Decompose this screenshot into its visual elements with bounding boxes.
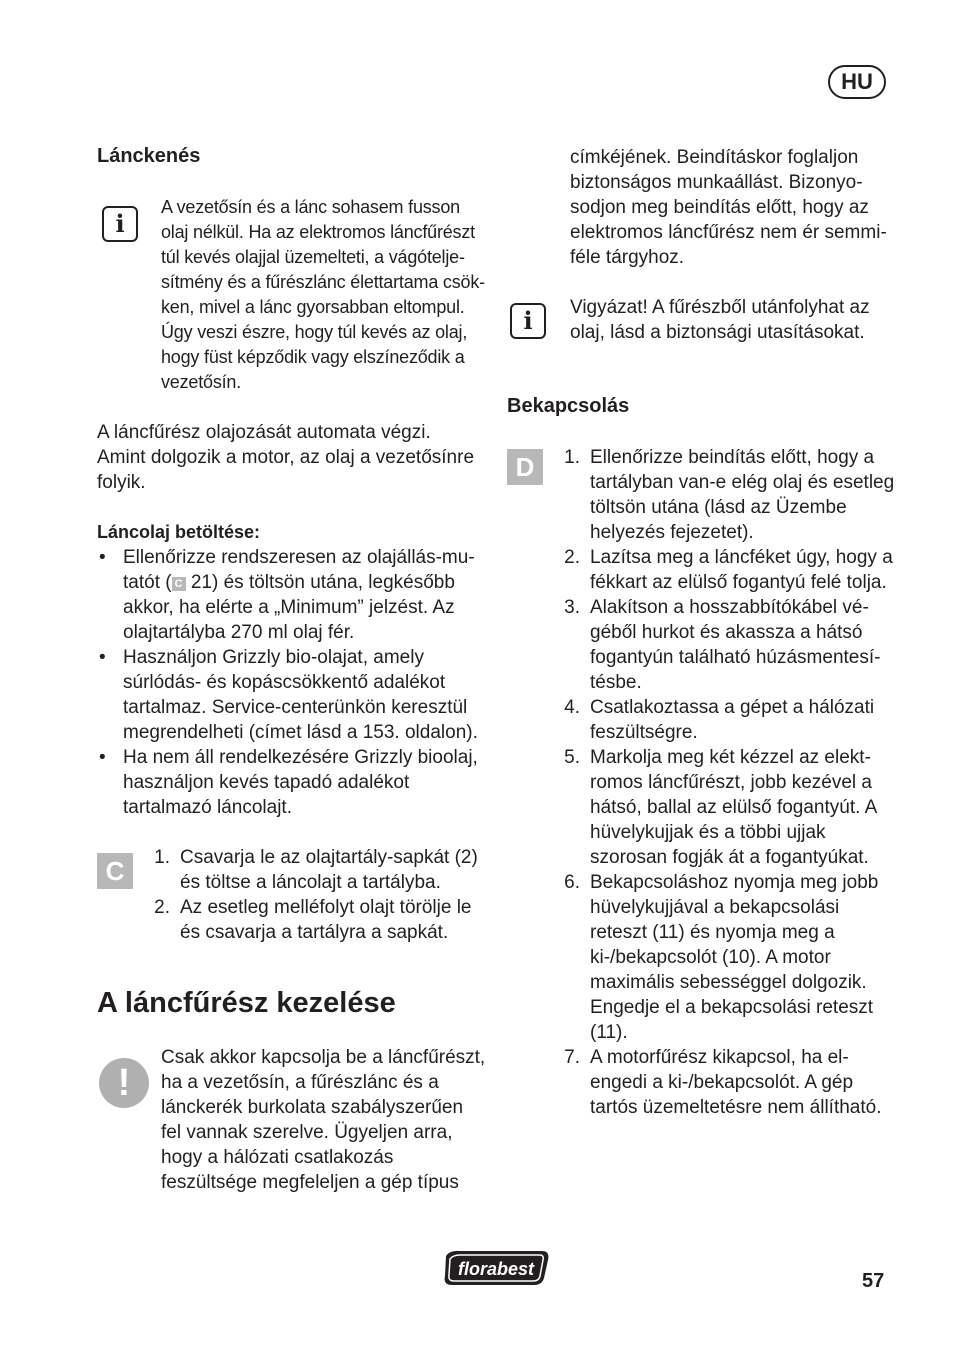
c-steps-list <box>146 845 486 945</box>
warning-icon: ! <box>99 1058 149 1108</box>
info-icon: i <box>510 303 546 339</box>
warning-note: Csak akkor kapcsolja be a láncfűrészt, ha a vezetősín, a fűrészlánc és a lánckerék burkolata szabályszerűen fel vannak szerelve. Ügyeljen arra, hogy a hálózati csatlakozás feszültsége megfeleljen a gép típus <box>161 1047 486 1193</box>
info-icon: i <box>102 206 138 242</box>
language-badge: HU <box>828 65 886 99</box>
heading-bekapcsolas: Bekapcsolás <box>507 395 630 417</box>
list-item: 4. Csatlakoztassa a gépet a hálózati feszültségre. <box>564 697 875 743</box>
d-steps-list <box>556 445 896 1120</box>
info-note-lubrication: A vezetősín és a lánc sohasem fusson olaj nélkül. Ha az elektromos láncfűrészt túl kevés olajjal üzemelteti, a vágóteljesítmény és a fűrészlánc élettartama csökken, mivel a lánc gyorsabban eltompul. Úgy veszi észre, hogy túl kevés az olaj, hogy füst képződik vagy elszíneződik a vezetősín. <box>161 197 486 392</box>
paragraph-auto-oiling: A láncfűrész olajozását automata végzi. Amint dolgozik a motor, az olaj a vezetősínre folyik. <box>97 422 475 493</box>
oil-bullet-list <box>97 545 485 820</box>
list-item: 7. A motorfűrész kikapcsol, ha elengedi a ki-/bekapcsolót. A gép tartós üzemeltetésre nem állítható. <box>564 1047 882 1118</box>
list-item: 2. Lazítsa meg a láncféket úgy, hogy a fékkart az elülső fogantyú felé tolja. <box>564 547 893 593</box>
list-item: • Használjon Grizzly bio-olajat, amely súrlódás- és kopáscsökkentő adalékot tartalmaz. Service-centerünkön keresztül megrendelheti (címet lásd a 153. oldalon). <box>97 645 485 745</box>
list-item: 2. Az esetleg melléfolyt olajt törölje le és csavarja a tartályra a sapkát. <box>154 897 472 943</box>
heading-lancolaj: Láncolaj betöltése: <box>97 522 261 542</box>
florabest-logo <box>440 1248 552 1288</box>
heading-lanckenes: Lánckenés <box>97 145 201 167</box>
continued-text: címkéjének. Beindításkor foglaljon biztonságos munkaállást. Bizonyosodjon meg beindítás előtt, hogy az elektromos láncfűrész nem ér semmiféle tárgyhoz. <box>570 147 887 268</box>
list-item: 1. Ellenőrizze beindítás előtt, hogy a tartályban van-e elég olaj és esetleg töltsön utána (lásd az Üzembe helyezés fejezetet). <box>564 447 895 543</box>
figure-d-marker: D <box>507 449 543 485</box>
figure-c-marker: C <box>97 853 133 889</box>
list-item: 1. Csavarja le az olajtartály-sapkát (2) és töltse a láncolajt a tartályba. <box>154 847 478 893</box>
heading-kezelese: A láncfűrész kezelése <box>97 987 396 1019</box>
page-number: 57 <box>862 1270 885 1292</box>
logo-text: florabest <box>457 1259 535 1279</box>
list-item: 5. Markolja meg két kézzel az elektromos láncfűrészt, jobb kezével a hátsó, ballal az elülső fogantyút. A hüvelykujjak és a többi ujjak szorosan fogják át a fogantyúkat. <box>564 747 877 868</box>
list-item: • Ha nem áll rendelkezésére Grizzly bioolaj, használjon kevés tapadó adalékot tartalmazó láncolajt. <box>97 745 485 820</box>
figure-c-ref: C <box>172 577 186 591</box>
info-note-oil-drip: Vigyázat! A fűrészből utánfolyhat az olaj, lásd a biztonsági utasításokat. <box>570 297 870 343</box>
list-item: 3. Alakítson a hosszabbítókábel végéből hurkot és akassza a hátsó fogantyún található húzásmentesítésbe. <box>564 597 881 693</box>
list-item: 6. Bekapcsoláshoz nyomja meg jobb hüvelykujjával a bekapcsolási reteszt (11) és nyomja meg a ki-/bekapcsolót (10). A motor maximális sebességgel dolgozik. Engedje el a bekapcsolási reteszt (11). <box>564 872 879 1043</box>
list-item: • Ellenőrizze rendszeresen az olajállás-mutatót ( C 21) és töltsön utána, legkésőbb akkor, ha elérte a „Minimum” jelzést. Az olajtartályba 270 ml olaj fér. <box>97 545 485 645</box>
